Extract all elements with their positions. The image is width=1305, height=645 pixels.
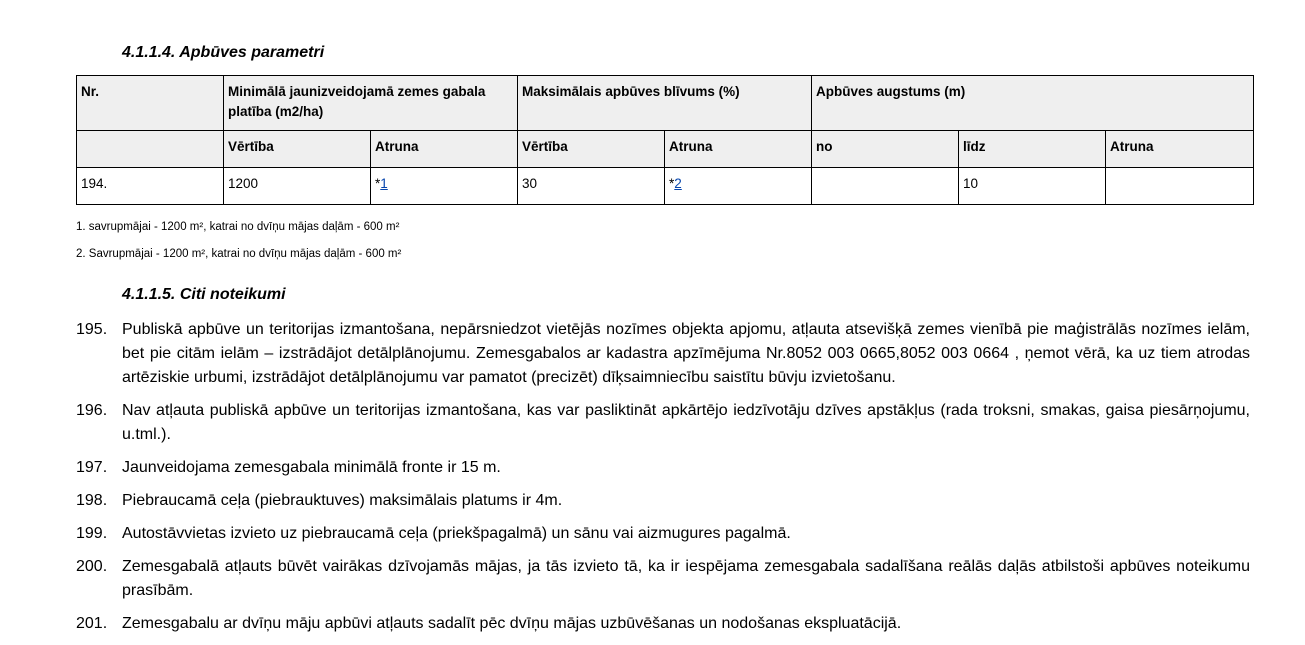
rule-number: 200. bbox=[76, 558, 108, 575]
area-note-prefix: * bbox=[375, 176, 381, 191]
rule-text: Zemesgabalā atļauts būvēt vairākas dzīvojamās mājas, ja tās izvieto tā, ka ir iespējama zemesgabala sadalīšana reālās daļās atbilstoši apbūves noteikumu prasībām. bbox=[122, 558, 1250, 599]
density-note-prefix: * bbox=[669, 176, 675, 191]
list-item bbox=[76, 318, 1250, 390]
footnote-2: 2. Savrupmājai - 1200 m², katrai no dvīņu mājas daļām - 600 m² bbox=[76, 248, 402, 260]
list-item bbox=[76, 456, 1250, 480]
table-subheader-row bbox=[77, 131, 1254, 168]
subheader-area-value: Vērtība bbox=[224, 131, 371, 168]
footnote-link-1[interactable]: 1 bbox=[380, 176, 388, 191]
rule-number: 196. bbox=[76, 402, 108, 419]
rule-text: Jaunveidojama zemesgabala minimālā fronte ir 15 m. bbox=[122, 459, 501, 476]
subheader-density-note: Atruna bbox=[665, 131, 812, 168]
subheader-height-to: līdz bbox=[959, 131, 1106, 168]
subheader-height-note: Atruna bbox=[1106, 131, 1254, 168]
rule-text: Piebraucamā ceļa (piebrauktuves) maksimālais platums ir 4m. bbox=[122, 492, 563, 509]
cell-height-to: 10 bbox=[959, 168, 1106, 205]
rule-text: Zemesgabalu ar dvīņu māju apbūvi atļauts sadalīt pēc dvīņu mājas uzbūvēšanas un nodošanas ekspluatācijā. bbox=[122, 615, 902, 632]
rules-list bbox=[76, 318, 1250, 645]
subheader-area-note: Atruna bbox=[371, 131, 518, 168]
cell-area-value: 1200 bbox=[224, 168, 371, 205]
header-height: Apbūves augstums (m) bbox=[812, 76, 1254, 131]
subheader-nr bbox=[77, 131, 224, 168]
cell-area-note bbox=[371, 168, 518, 205]
subheader-density-value: Vērtība bbox=[518, 131, 665, 168]
rule-number: 199. bbox=[76, 525, 108, 542]
section-heading-params: 4.1.1.4. Apbūves parametri bbox=[122, 44, 325, 61]
header-nr: Nr. bbox=[77, 76, 224, 131]
section-heading-other: 4.1.1.5. Citi noteikumi bbox=[122, 286, 286, 303]
cell-density-note bbox=[665, 168, 812, 205]
table-header-row bbox=[77, 76, 1254, 131]
cell-density-value: 30 bbox=[518, 168, 665, 205]
header-min-area: Minimālā jaunizveidojamā zemes gabala platība (m2/ha) bbox=[224, 76, 518, 131]
rule-text: Autostāvvietas izvieto uz piebraucamā ceļa (priekšpagalmā) un sānu vai aizmugures pagalmā. bbox=[122, 525, 791, 542]
cell-height-from bbox=[812, 168, 959, 205]
cell-height-note bbox=[1106, 168, 1254, 205]
params-table bbox=[76, 75, 1254, 205]
list-item bbox=[76, 489, 1250, 513]
header-max-density: Maksimālais apbūves blīvums (%) bbox=[518, 76, 812, 131]
rule-text: Nav atļauta publiskā apbūve un teritorijas izmantošana, kas var pasliktināt apkārtējo iedzīvotāju dzīves apstākļus (rada troksni, smakas, gaisa piesārņojumu, u.tml.). bbox=[122, 402, 1250, 443]
footnote-1: 1. savrupmājai - 1200 m², katrai no dvīņu mājas daļām - 600 m² bbox=[76, 221, 400, 233]
rule-number: 197. bbox=[76, 459, 108, 476]
table-row bbox=[77, 168, 1254, 205]
rule-text: Publiskā apbūve un teritorijas izmantošana, nepārsniedzot vietējās nozīmes objekta apjomu, atļauta atsevišķā zemes vienībā pie maģistrālās nozīmes ielām, bet pie citām ielām – izstrādājot detālplānojumu. Zemesgabalos ar kadastra apzīmējuma Nr.8052 003 0665,8052 003 0664 , ņemot vērā, ka uz tiem atrodas artēziskie urbumi, izstrādājot detālplānojumu var pamatot (precizēt) dīķsaimniecību saistītu būvju izvietošanu. bbox=[122, 321, 1250, 386]
list-item bbox=[76, 612, 1250, 636]
subheader-height-from: no bbox=[812, 131, 959, 168]
rule-number: 198. bbox=[76, 492, 108, 509]
list-item bbox=[76, 399, 1250, 447]
list-item bbox=[76, 522, 1250, 546]
footnote-link-2[interactable]: 2 bbox=[674, 176, 682, 191]
list-item bbox=[76, 555, 1250, 603]
rule-number: 195. bbox=[76, 321, 108, 338]
rule-number: 201. bbox=[76, 615, 108, 632]
cell-nr: 194. bbox=[77, 168, 224, 205]
